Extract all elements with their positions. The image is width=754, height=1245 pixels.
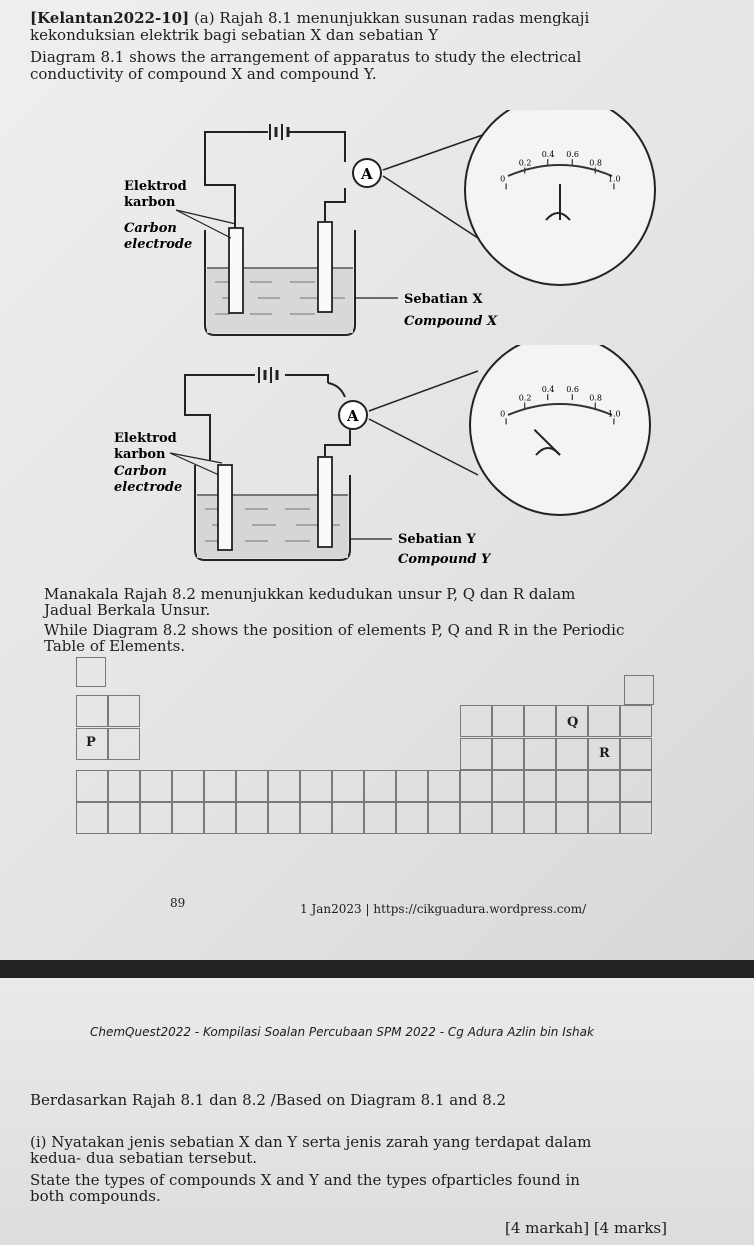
meter-scale-label: 1.0 bbox=[607, 409, 621, 419]
question-intro-line1 bbox=[30, 10, 589, 26]
periodic-table-cell bbox=[524, 738, 556, 770]
periodic-table-cell bbox=[460, 738, 492, 770]
periodic-table-cell bbox=[140, 802, 172, 834]
ammeter-symbol: A bbox=[361, 165, 373, 183]
carbon-electrode-left bbox=[218, 465, 232, 550]
meter-scale-label: 0.8 bbox=[589, 158, 603, 168]
periodic-table-cell bbox=[588, 705, 620, 737]
periodic-table-cell bbox=[396, 802, 428, 834]
periodic-table-cell bbox=[268, 802, 300, 834]
question-i-en-line2: both compounds. bbox=[30, 1187, 161, 1205]
periodic-table-cell bbox=[396, 770, 428, 802]
diagram-compound-y bbox=[0, 345, 754, 575]
meter-scale-label: 0.6 bbox=[566, 385, 580, 395]
periodic-table-cell bbox=[620, 770, 652, 802]
source-tag: [Kelantan2022-10] bbox=[30, 9, 190, 27]
periodic-table-cell bbox=[492, 705, 524, 737]
periodic-intro-my-line2: Jadual Berkala Unsur. bbox=[44, 601, 211, 619]
periodic-table-cell bbox=[236, 770, 268, 802]
marks-label: [4 markah] [4 marks] bbox=[505, 1219, 667, 1237]
ammeter-dial-y bbox=[470, 345, 650, 515]
ammeter-icon bbox=[339, 401, 367, 429]
periodic-table-cell bbox=[428, 770, 460, 802]
periodic-table-cell bbox=[332, 802, 364, 834]
periodic-table-cell bbox=[108, 802, 140, 834]
element-q: Q bbox=[567, 715, 579, 730]
periodic-table-cell bbox=[108, 770, 140, 802]
label-electrode-my-2: karbon bbox=[124, 195, 176, 210]
periodic-table-cell bbox=[108, 728, 140, 760]
page-separator-band bbox=[0, 960, 754, 978]
question-i-my-line2: kedua- dua sebatian tersebut. bbox=[30, 1149, 258, 1167]
periodic-table-cell bbox=[492, 802, 524, 834]
meter-scale-label: 0.2 bbox=[518, 158, 532, 168]
periodic-table-cell bbox=[76, 770, 108, 802]
periodic-table-cell bbox=[588, 770, 620, 802]
carbon-electrode-right bbox=[318, 222, 332, 312]
periodic-table-cell bbox=[460, 770, 492, 802]
label-electrode-en-1: Carbon bbox=[114, 464, 167, 479]
label-compound-my: Sebatian Y bbox=[398, 532, 476, 547]
periodic-table-cell bbox=[624, 675, 654, 705]
meter-scale-label: 0.4 bbox=[541, 385, 555, 395]
periodic-table-cell bbox=[268, 770, 300, 802]
periodic-table-cell bbox=[428, 802, 460, 834]
periodic-intro-en-line1: While Diagram 8.2 shows the position of elements P, Q and R in the Periodic bbox=[44, 621, 625, 639]
footer-date-url: 1 Jan2023 | https://cikguadura.wordpress.com/ bbox=[300, 902, 587, 916]
meter-scale-label: 0.4 bbox=[541, 150, 555, 160]
periodic-table-cell bbox=[556, 802, 588, 834]
question-i-en-line1: State the types of compounds X and Y and the types ofparticles found in bbox=[30, 1171, 580, 1189]
label-electrode-my-1: Elektrod bbox=[124, 179, 187, 194]
periodic-table-cell bbox=[364, 802, 396, 834]
periodic-table-cell bbox=[108, 695, 140, 727]
element-r: R bbox=[599, 746, 610, 761]
periodic-table-cell bbox=[620, 802, 652, 834]
intro-en-line1: Diagram 8.1 shows the arrangement of apparatus to study the electrical bbox=[30, 48, 582, 66]
meter-scale-label: 0 bbox=[500, 409, 506, 419]
periodic-table-cell bbox=[524, 705, 556, 737]
periodic-table-cell bbox=[236, 802, 268, 834]
carbon-electrode-right bbox=[318, 457, 332, 547]
periodic-intro-en-line2: Table of Elements. bbox=[44, 637, 186, 655]
ammeter-dial-x bbox=[465, 110, 655, 285]
battery-icon bbox=[270, 124, 288, 140]
label-electrode-en-2: electrode bbox=[124, 237, 193, 252]
ammeter-icon bbox=[353, 159, 381, 187]
periodic-table-cell bbox=[492, 738, 524, 770]
periodic-table-cell bbox=[300, 802, 332, 834]
periodic-intro-my-line1: Manakala Rajah 8.2 menunjukkan kedudukan unsur P, Q dan R dalam bbox=[44, 585, 576, 603]
periodic-table-cell bbox=[76, 802, 108, 834]
periodic-table-cell bbox=[300, 770, 332, 802]
periodic-table-cell bbox=[620, 705, 652, 737]
question-i-my-line1: (i) Nyatakan jenis sebatian X dan Y serta jenis zarah yang terdapat dalam bbox=[30, 1133, 592, 1151]
element-p: P bbox=[86, 735, 96, 750]
meter-scale-label: 0.8 bbox=[589, 393, 603, 403]
periodic-table-cell bbox=[524, 802, 556, 834]
label-electrode-en-2: electrode bbox=[114, 480, 183, 495]
periodic-table-cell bbox=[332, 770, 364, 802]
ammeter-symbol: A bbox=[347, 407, 359, 425]
periodic-table-cell bbox=[204, 770, 236, 802]
label-electrode-my-1: Elektrod bbox=[114, 431, 177, 446]
intro-my-rest: (a) Rajah 8.1 menunjukkan susunan radas mengkaji bbox=[189, 9, 590, 27]
periodic-table-cell bbox=[460, 705, 492, 737]
periodic-table-cell bbox=[556, 738, 588, 770]
meter-scale-label: 1.0 bbox=[607, 174, 621, 184]
periodic-table-cell bbox=[460, 802, 492, 834]
periodic-table-cell bbox=[172, 802, 204, 834]
label-electrode-en-1: Carbon bbox=[124, 221, 177, 236]
meter-scale-label: 0.2 bbox=[518, 393, 532, 403]
periodic-table-cell bbox=[524, 770, 556, 802]
intro-en-line2: conductivity of compound X and compound Y. bbox=[30, 65, 377, 83]
page-number: 89 bbox=[170, 896, 186, 910]
carbon-electrode-left bbox=[229, 228, 243, 313]
label-compound-en: Compound Y bbox=[398, 552, 491, 567]
periodic-table-cell bbox=[620, 738, 652, 770]
periodic-table-cell bbox=[556, 770, 588, 802]
periodic-table-cell bbox=[76, 657, 106, 687]
meter-scale-label: 0.6 bbox=[566, 150, 580, 160]
periodic-table-cell bbox=[140, 770, 172, 802]
periodic-table-cell bbox=[364, 770, 396, 802]
label-compound-en: Compound X bbox=[404, 314, 498, 329]
based-on-text: Berdasarkan Rajah 8.1 dan 8.2 /Based on Diagram 8.1 and 8.2 bbox=[30, 1091, 507, 1109]
label-compound-my: Sebatian X bbox=[404, 292, 483, 307]
meter-scale-label: 0 bbox=[500, 174, 506, 184]
periodic-table-cell bbox=[492, 770, 524, 802]
label-electrode-my-2: karbon bbox=[114, 447, 166, 462]
intro-my-line2: kekonduksian elektrik bagi sebatian X dan sebatian Y bbox=[30, 26, 439, 44]
diagram-compound-x bbox=[0, 110, 754, 350]
next-page-header: ChemQuest2022 - Kompilasi Soalan Percubaan SPM 2022 - Cg Adura Azlin bin Ishak bbox=[90, 1025, 594, 1039]
battery-icon bbox=[259, 367, 277, 383]
periodic-table-cell bbox=[76, 695, 108, 727]
periodic-table-cell bbox=[204, 802, 236, 834]
periodic-table-cell bbox=[588, 802, 620, 834]
periodic-table-cell bbox=[172, 770, 204, 802]
